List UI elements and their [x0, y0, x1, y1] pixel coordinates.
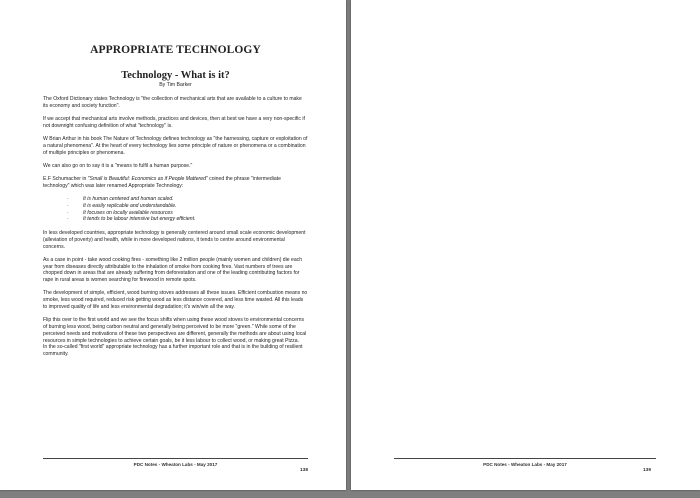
bullet-marker: ·	[67, 195, 69, 202]
section-heading: Technology - What is it?	[121, 70, 230, 81]
principles-list	[43, 196, 308, 223]
schumacher-suffix: " coined the phrase "intermediate technology" which was later renamed Appropriate Technology:	[43, 175, 281, 189]
paragraph-stoves: The development of simple, efficient, wood burning stoves addresses all these issues. Efficient combustion means no smoke, less wood required, reduced risk getting wood as less distance covered, and less time wasted. All this leads to improved quality of life and less environmental degradation; it's win/win all the way.	[43, 290, 308, 311]
page-footer: PDC Notes - Wheaton Labs - May 2017	[483, 462, 567, 467]
list-item: · It tends to be labour intensive but energy efficient.	[67, 216, 196, 223]
paragraph-mechanical-arts: If we accept that mechanical arts involve methods, practices and devices, then at best we have a very non-specific if not downright confusing definition of what "technology" is.	[43, 115, 305, 129]
schumacher-prefix: E.F Schumacher in "	[43, 175, 90, 182]
bullet-marker: ·	[67, 202, 69, 209]
page-footer: PDC Notes - Wheaton Labs - May 2017	[133, 462, 218, 467]
bullet-marker: ·	[67, 209, 69, 216]
page-139	[351, 0, 700, 490]
page-content	[43, 44, 308, 364]
paragraph-schumacher	[43, 176, 308, 190]
document-title: APPROPRIATE TECHNOLOGY	[90, 44, 261, 56]
list-item: · It is human centered and human scaled.	[67, 195, 174, 202]
page-138	[0, 0, 346, 490]
paragraph-human-purpose: We can also go on to say it is a "means to fulfil a human purpose."	[43, 162, 193, 169]
paragraph-resilient-community: In the so-called "first world" appropriate technology has a further important role and that is in the building of resilient community.	[43, 344, 303, 358]
page-number: 138	[300, 468, 309, 473]
bullet-marker: ·	[67, 216, 69, 223]
footer-rule	[43, 458, 308, 459]
paragraph-oxford: The Oxford Dictionary states Technology is "the collection of mechanical arts that are available to a culture to make its economy and society function".	[43, 96, 302, 109]
book-title: Small is Beautiful: Economics as if People Mattered	[89, 175, 206, 182]
list-item: · It focuses on locally available resources	[67, 209, 173, 216]
footer-rule	[394, 458, 656, 459]
paragraph-brian-arthur: W Brian Arthur in his book The Nature of Technology defines technology as "the harnessing, capture or exploitation of a natural phenomena". At the heart of every technology lies some principle of nature or phenomena or a combination of multiple principles or phenomena.	[43, 135, 308, 156]
byline: By Tim Barker	[159, 82, 192, 88]
paragraph-wood-fires: As a case in point - take wood cooking fires - something like 2 million people (mainly women and children) die each year from diseases directly attributable to the inhalation of smoke from cooking fires. Vast numbers of trees are chopped down in areas that are already suffering from deforestation and one of the leading contributing factors for rape in rural areas is women searching for firewood in remote spots.	[43, 256, 303, 284]
paragraph-first-world: Flip this over to the first world and we see the focus shifts when using these wood stoves to environmental concerns of burning less wood, being carbon neutral and generally being perceived to be more "green." While some of the perceived needs and motivations of these two perspectives are different, generally the methods are about using local resources in simple technologies to achieve certain goals, be it less labour to collect wood, or making great Pizza.	[43, 317, 307, 344]
paragraph-less-developed: In less developed countries, appropriate technology is generally centered around small scale economic development (alleviation of poverty) and health, while in more developed nations, it tends to centre around environmental concerns.	[43, 230, 306, 250]
list-item: · It is easily replicable and understandable.	[67, 202, 177, 209]
page-number: 139	[643, 468, 652, 473]
